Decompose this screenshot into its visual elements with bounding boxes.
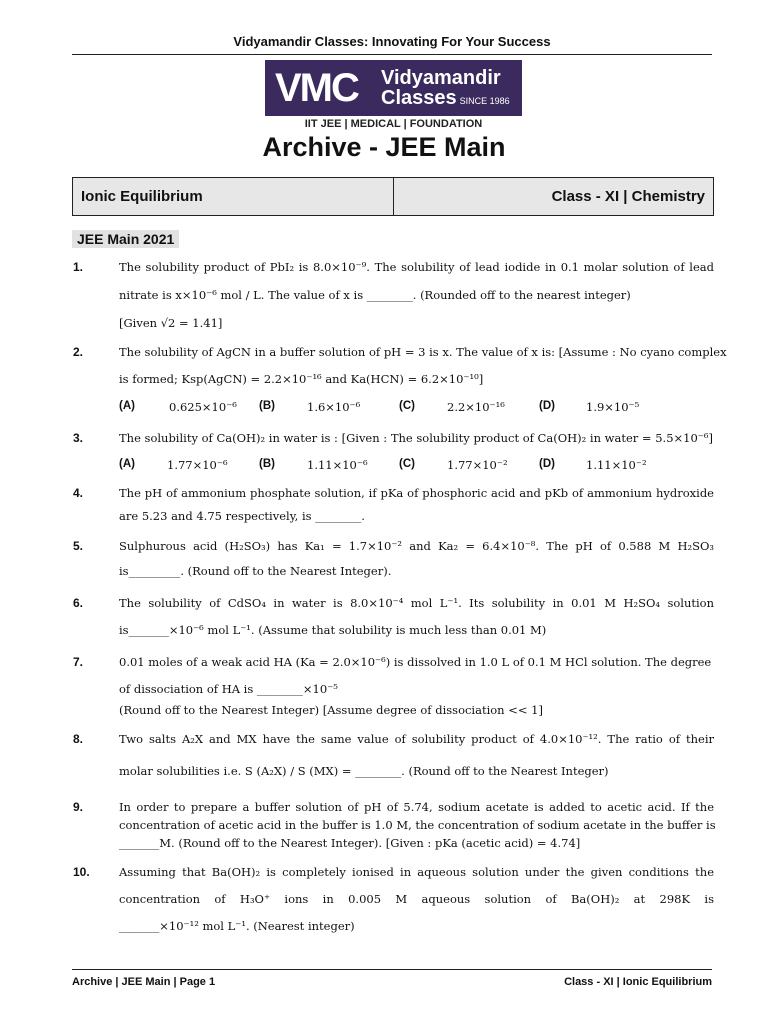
vmc-logo [265, 60, 522, 116]
question-line: Assuming that Ba(OH)₂ is completely ionised in aqueous solution under the given conditions the [119, 865, 714, 879]
question-line: The solubility of AgCN in a buffer solution of pH = 3 is x. The value of x is: [Assume : No cyano complex [119, 345, 727, 359]
option-value: 1.6×10⁻⁶ [307, 400, 361, 414]
question-line: is_________. (Round off to the Nearest Integer). [119, 564, 392, 578]
question-line: of dissociation of HA is ________×10⁻⁵ [119, 682, 338, 696]
question-line: In order to prepare a buffer solution of pH of 5.74, sodium acetate is added to acetic acid. If the [119, 800, 714, 814]
page-title: Archive - JEE Main [262, 132, 506, 162]
running-header: Vidyamandir Classes: Innovating For Your Success [72, 34, 712, 55]
section-heading: JEE Main 2021 [72, 230, 179, 248]
question-line: Sulphurous acid (H₂SO₃) has Ka₁ = 1.7×10⁻² and Ka₂ = 6.4×10⁻⁸. The pH of 0.588 M H₂SO₃ [119, 539, 714, 553]
question-line: is formed; Ksp(AgCN) = 2.2×10⁻¹⁶ and Ka(HCN) = 6.2×10⁻¹⁰] [119, 372, 484, 386]
option-label: (B) [259, 458, 275, 470]
option-label: (A) [119, 400, 135, 412]
question-line: concentration of acetic acid in the buffer is 1.0 M, the concentration of sodium acetate in the buffer is [119, 818, 716, 832]
option-label: (D) [539, 400, 555, 412]
question-line: 0.01 moles of a weak acid HA (Ka = 2.0×10⁻⁶) is dissolved in 1.0 L of 0.1 M HCl solution. The degree [119, 655, 712, 669]
question-line: is_______×10⁻⁶ mol L⁻¹. (Assume that solubility is much less than 0.01 M) [119, 623, 547, 637]
question-line: _______×10⁻¹² mol L⁻¹. (Nearest integer) [119, 919, 355, 933]
question-line: Two salts A₂X and MX have the same value of solubility product of 4.0×10⁻¹². The ratio of their [119, 732, 714, 746]
question-line: The solubility of Ca(OH)₂ in water is : [Given : The solubility product of Ca(OH)₂ in water = 5.5×10⁻⁶] [119, 431, 713, 445]
option-label: (B) [259, 400, 275, 412]
option-value: 1.77×10⁻² [447, 458, 508, 472]
question-line: concentration of H₃O⁺ ions in 0.005 M aqueous solution of Ba(OH)₂ at 298K is [119, 892, 714, 906]
option-value: 2.2×10⁻¹⁶ [447, 400, 505, 414]
page-footer [72, 969, 712, 988]
question-line: are 5.23 and 4.75 respectively, is ________. [119, 509, 365, 523]
logo-tagline: IIT JEE | MEDICAL | FOUNDATION [304, 118, 483, 130]
question-line: molar solubilities i.e. S (A₂X) / S (MX) = ________. (Round off to the Nearest Integer) [119, 764, 609, 778]
option-label: (C) [399, 400, 415, 412]
question-line: nitrate is x×10⁻⁶ mol / L. The value of x is ________. (Rounded off to the nearest integer) [119, 288, 631, 302]
option-value: 1.11×10⁻² [586, 458, 647, 472]
question-line: The solubility product of PbI₂ is 8.0×10⁻⁹. The solubility of lead iodide in 0.1 molar solution of lead [119, 260, 714, 274]
subject-banner [72, 177, 714, 216]
option-label: (C) [399, 458, 415, 470]
option-value: 1.9×10⁻⁵ [586, 400, 640, 414]
logo-vmc-text: VMC [275, 66, 358, 110]
footer-left: Archive | JEE Main | Page 1 [72, 976, 216, 988]
question-line: _______M. (Round off to the Nearest Integer). [Given : pKa (acetic acid) = 4.74] [119, 836, 581, 850]
option-value: 1.77×10⁻⁶ [167, 458, 228, 472]
option-label: (D) [539, 458, 555, 470]
question-line: [Given √2 = 1.41] [119, 316, 223, 330]
option-value: 1.11×10⁻⁶ [307, 458, 368, 472]
question-line: The pH of ammonium phosphate solution, if pKa of phosphoric acid and pKb of ammonium hydroxide [119, 486, 714, 500]
option-label: (A) [119, 458, 135, 470]
question-line: The solubility of CdSO₄ in water is 8.0×10⁻⁴ mol L⁻¹. Its solubility in 0.01 M H₂SO₄ solution [119, 596, 714, 610]
class-label: Class - XI | Chemistry [551, 188, 705, 205]
logo-name: Vidyamandir Classes SINCE 1986 [381, 67, 510, 109]
option-value: 0.625×10⁻⁶ [169, 400, 237, 414]
question-line: (Round off to the Nearest Integer) [Assume degree of dissociation << 1] [119, 703, 543, 717]
footer-right: Class - XI | Ionic Equilibrium [564, 976, 712, 988]
topic-label: Ionic Equilibrium [73, 178, 394, 215]
